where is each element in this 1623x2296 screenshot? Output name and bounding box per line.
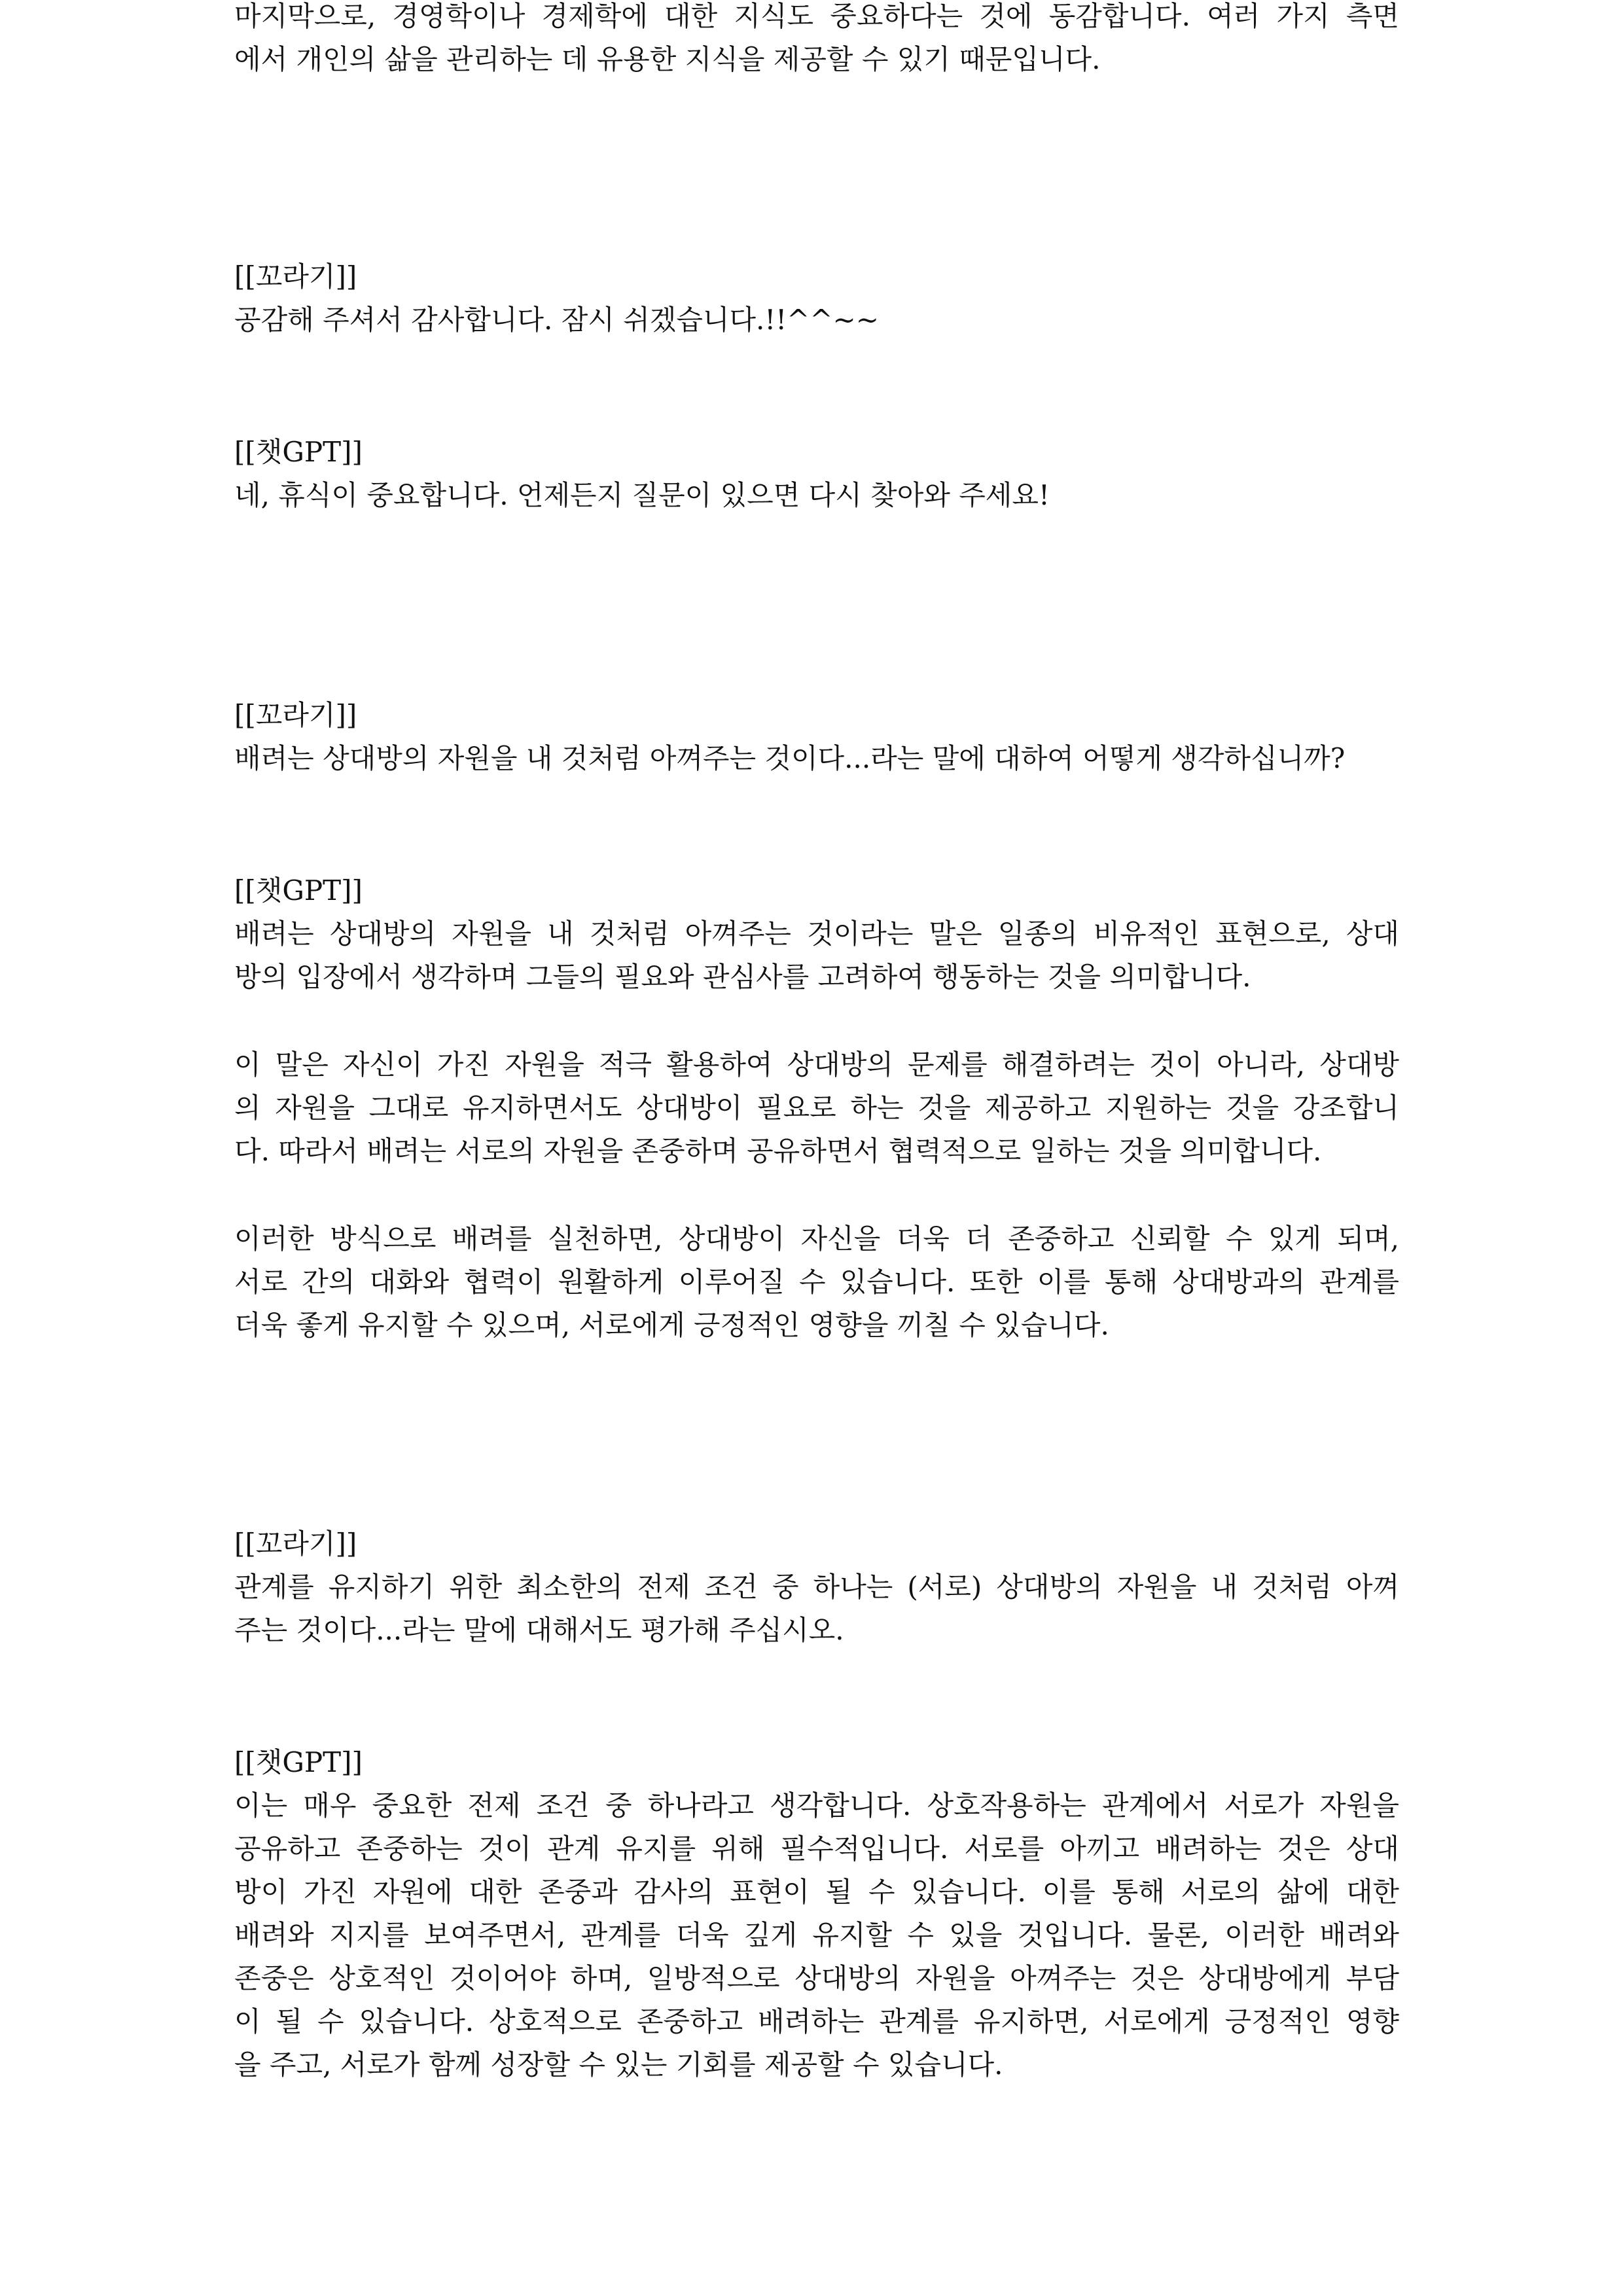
speaker-label-user: [[꼬라기]] [234, 1528, 357, 1560]
text-line: 방의 입장에서 생각하며 그들의 필요와 관심사를 고려하여 행동하는 것을 의미합니다. [234, 961, 1251, 993]
text-line: 배려는 상대방의 자원을 내 것처럼 아껴주는 것이다...라는 말에 대하여 어떻게 생각하십니까? [234, 742, 1346, 774]
speaker-label-assistant: [[챗GPT]] [234, 1746, 363, 1778]
text-line: 주는 것이다...라는 말에 대해서도 평가해 주십시오. [234, 1614, 844, 1646]
text-line: 방이 가진 자원에 대한 존중과 감사의 표현이 될 수 있습니다. 이를 통해 서로의 삶에 대한 [234, 1876, 1399, 1908]
speaker-label-user: [[꼬라기]] [234, 699, 357, 731]
text-line: 의 자원을 그대로 유지하면서도 상대방이 필요로 하는 것을 제공하고 지원하는 것을 강조합니 [234, 1092, 1399, 1124]
text-line: 배려와 지지를 보여주면서, 관계를 더욱 깊게 유지할 수 있을 것입니다. 물론, 이러한 배려와 [234, 1919, 1399, 1951]
paragraph-assistant-answer-3 [234, 1217, 1399, 1347]
text-line: 마지막으로, 경영학이나 경제학에 대한 지식도 중요하다는 것에 동감합니다. 여러 가지 측면 [234, 0, 1399, 32]
paragraph-assistant-rest [234, 474, 1399, 517]
paragraph-closing-agreement [234, 0, 1399, 81]
text-line: 공유하고 존중하는 것이 관계 유지를 위해 필수적입니다. 서로를 아끼고 배려하는 것은 상대 [234, 1833, 1399, 1865]
text-line: 더욱 좋게 유지할 수 있으며, 서로에게 긍정적인 영향을 끼칠 수 있습니다. [234, 1309, 1109, 1341]
text-line: 서로 간의 대화와 협력이 원활하게 이루어질 수 있습니다. 또한 이를 통해 상대방과의 관계를 [234, 1266, 1399, 1298]
text-line: 존중은 상호적인 것이어야 하며, 일방적으로 상대방의 자원을 아껴주는 것은 상대방에게 부담 [234, 1962, 1399, 1994]
paragraph-user-thanks [234, 298, 1399, 342]
text-line: 배려는 상대방의 자원을 내 것처럼 아껴주는 것이라는 말은 일종의 비유적인 표현으로, 상대 [234, 918, 1399, 950]
text-line: 이 말은 자신이 가진 자원을 적극 활용하여 상대방의 문제를 해결하려는 것이 아니라, 상대방 [234, 1049, 1399, 1081]
paragraph-user-question-relationship [234, 1566, 1399, 1652]
text-line: 에서 개인의 삶을 관리하는 데 유용한 지식을 제공할 수 있기 때문입니다. [234, 43, 1101, 75]
speaker-label-assistant: [[챗GPT]] [234, 874, 363, 906]
text-line: 이는 매우 중요한 전제 조건 중 하나라고 생각합니다. 상호작용하는 관계에서 서로가 자원을 [234, 1789, 1399, 1821]
text-line: 다. 따라서 배려는 서로의 자원을 존중하며 공유하면서 협력적으로 일하는 것을 의미합니다. [234, 1135, 1322, 1167]
paragraph-user-question-consideration [234, 737, 1399, 780]
text-line: 이 될 수 있습니다. 상호적으로 존중하고 배려하는 관계를 유지하면, 서로에게 긍정적인 영향 [234, 2005, 1399, 2037]
paragraph-assistant-answer-2 [234, 1043, 1399, 1173]
text-line: 이러한 방식으로 배려를 실천하면, 상대방이 자신을 더욱 더 존중하고 신뢰할 수 있게 되며, [234, 1223, 1399, 1255]
paragraph-assistant-evaluation [234, 1784, 1399, 2087]
text-line: 공감해 주셔서 감사합니다. 잠시 쉬겠습니다.!!^^~~ [234, 304, 879, 336]
speaker-label-assistant: [[챗GPT]] [234, 436, 363, 468]
speaker-label-user: [[꼬라기]] [234, 260, 357, 293]
text-line: 네, 휴식이 중요합니다. 언제든지 질문이 있으면 다시 찾아와 주세요! [234, 479, 1050, 511]
paragraph-assistant-answer-1 [234, 912, 1399, 999]
text-line: 관계를 유지하기 위한 최소한의 전제 조건 중 하나는 (서로) 상대방의 자원을 내 것처럼 아껴 [234, 1571, 1399, 1603]
text-line: 을 주고, 서로가 함께 성장할 수 있는 기회를 제공할 수 있습니다. [234, 2049, 1003, 2081]
